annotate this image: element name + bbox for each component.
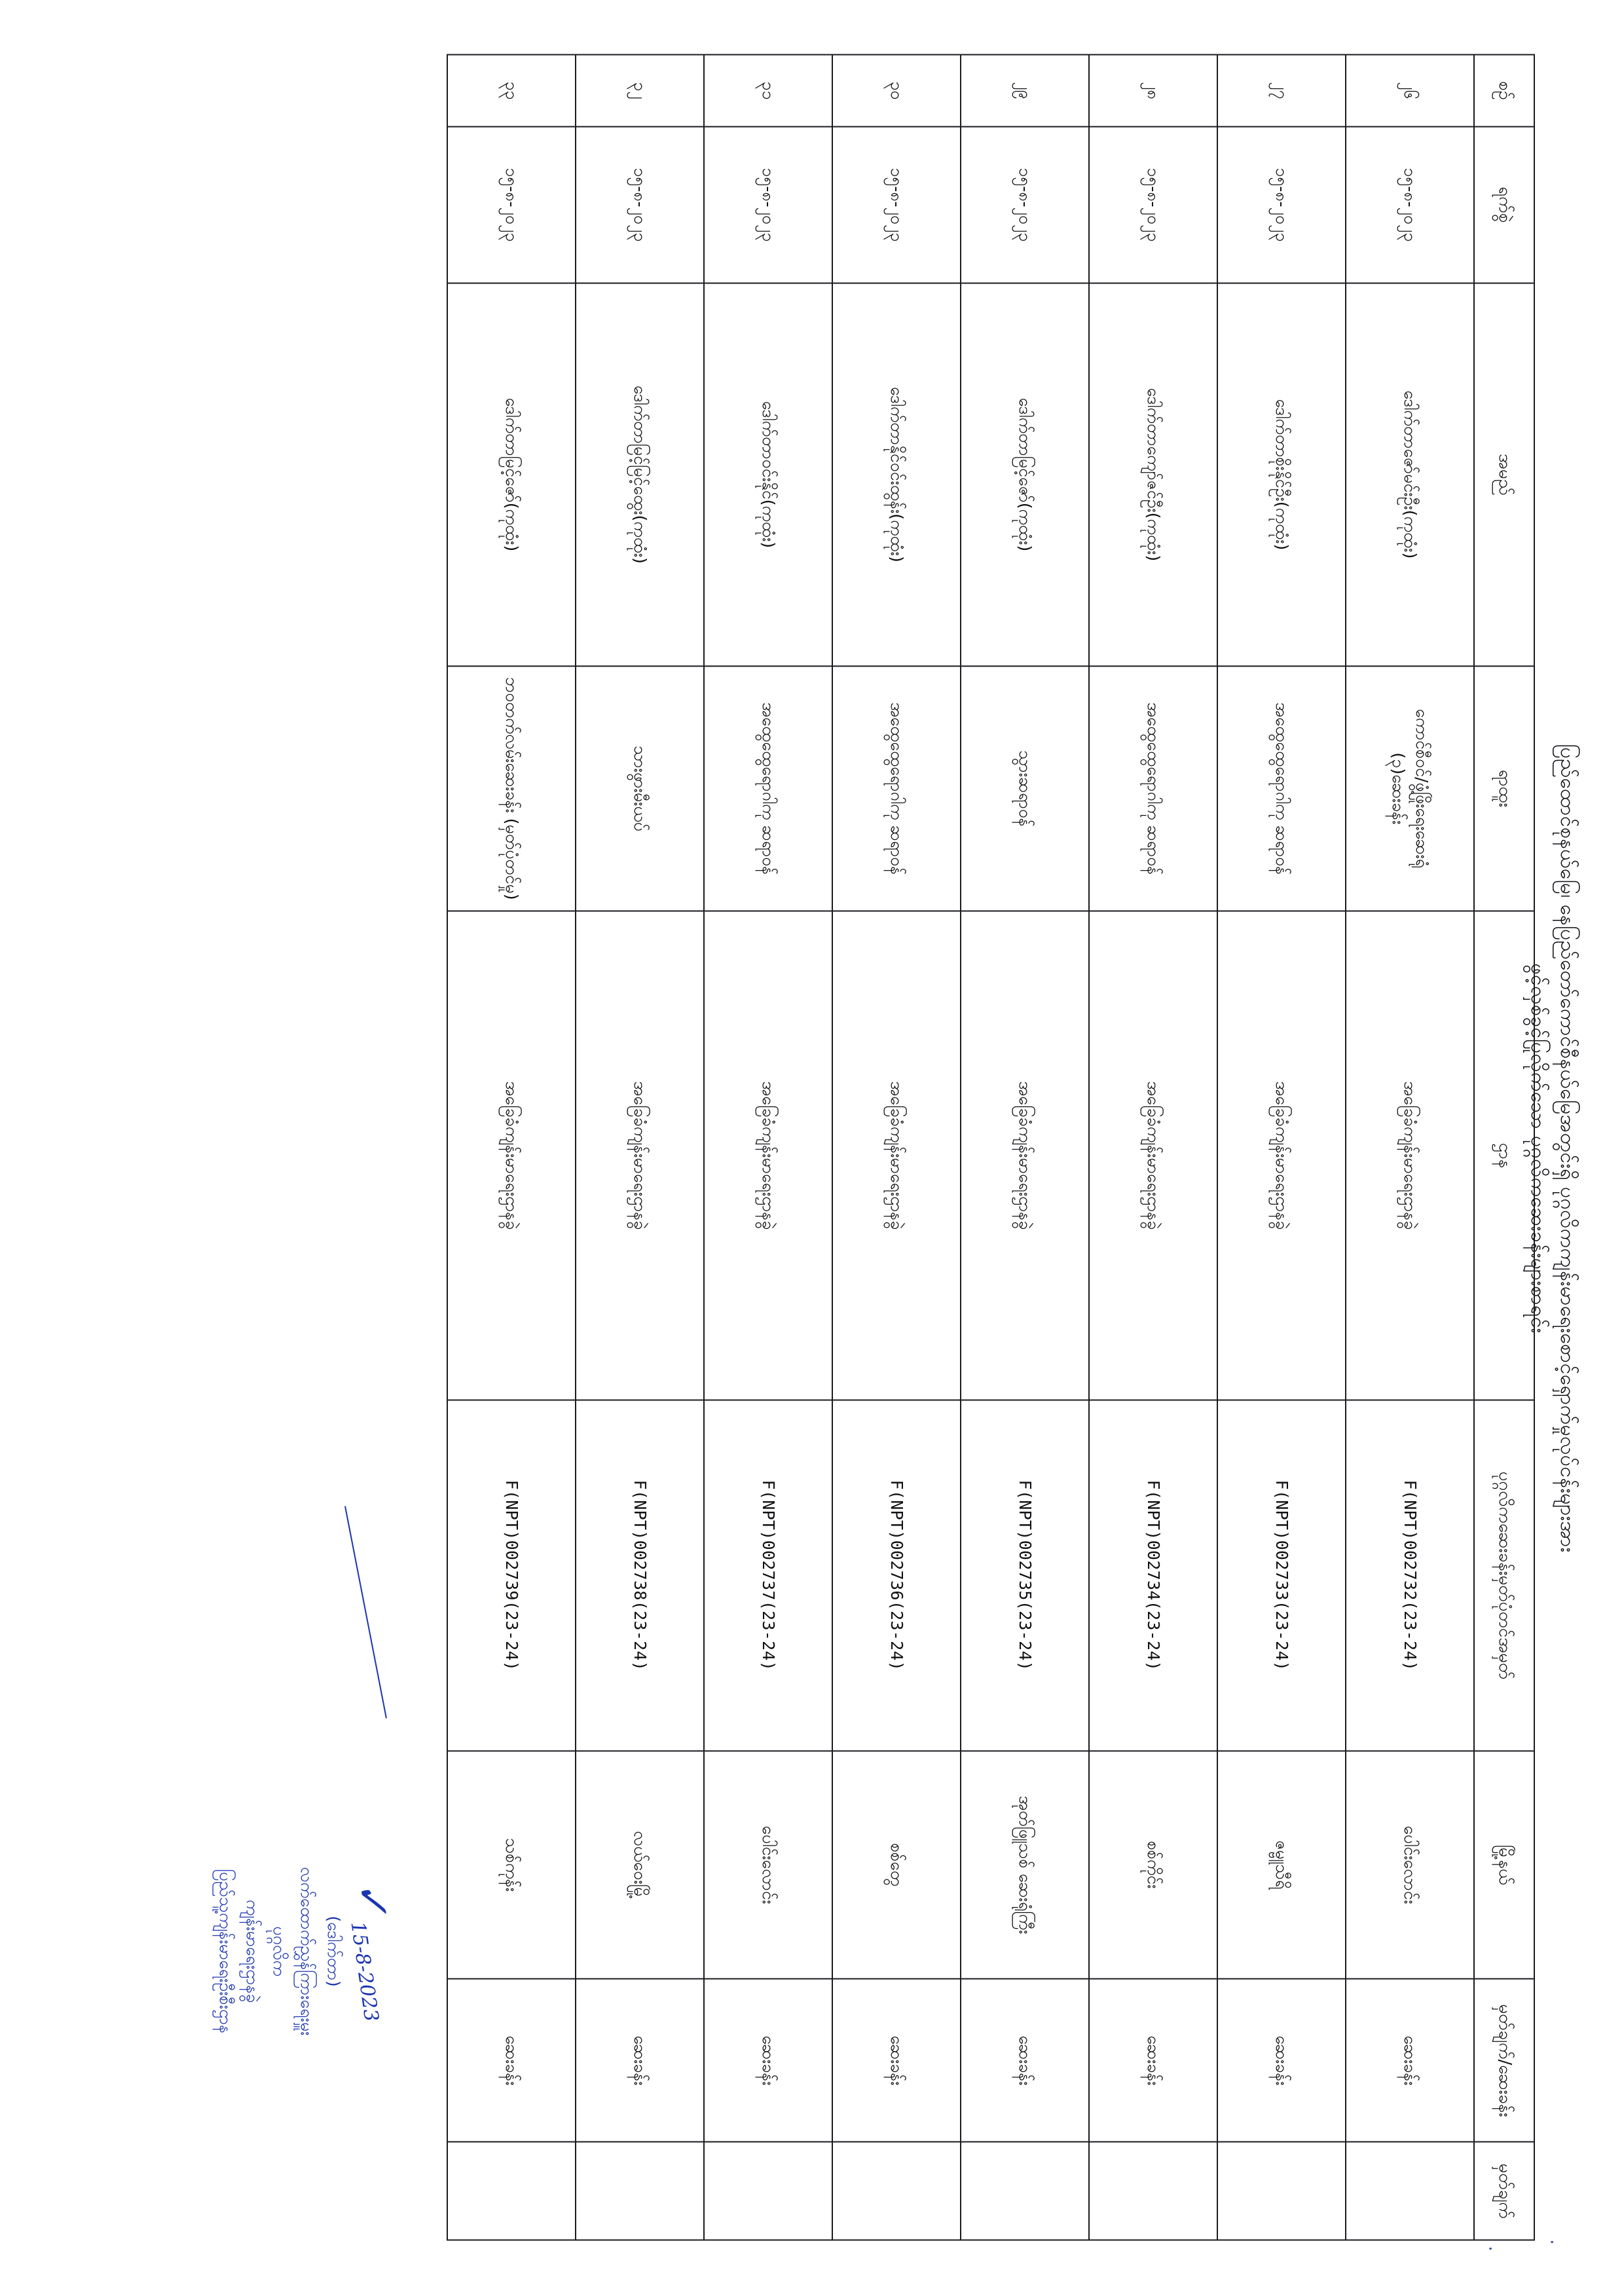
- cell-date: ၁၅-၈-၂၀၂၃: [832, 126, 961, 283]
- cell-registration-no: F(NPT)002739(23-24): [447, 1400, 576, 1751]
- cell-name: ဒေါက်တာကျော်ဇင်ဦး(ကုထုံး): [1089, 283, 1217, 666]
- cell-no: ၃၁: [704, 54, 832, 126]
- cell-date: ၁၅-၈-၂၀၂၃: [576, 126, 704, 283]
- cell-date: ၁၅-၈-၂၀၂၃: [961, 126, 1089, 283]
- cell-post: အထွေထွေရောဂါကု ဆရာဝန်: [704, 666, 832, 911]
- page-title-line-2: ဖွင့်လှစ်ခွင့်ပြုလိုက်သော ပုဂ္ဂလိကဆေးခန်းများစာရင်း: [1526, 963, 1549, 1333]
- cell-registration-no: F(NPT)002733(23-24): [1217, 1400, 1346, 1751]
- handwritten-signature: ✓: [346, 1878, 398, 1918]
- cell-remark-clinic: ဆေးခန်း: [447, 1978, 576, 2141]
- cell-remark: [447, 2141, 576, 2240]
- signature-division-line: ပုဂ္ဂလိက: [270, 1925, 289, 1977]
- cell-dept: အခြေခံကျန်းမာရေးဌာနခွဲ: [832, 911, 961, 1400]
- page-title-line-1: ပြည်ထောင်စုနယ်မြေ၊ နေပြည်တော်ကောင်စီနယ်မြေအတွင်းရှိ ပုဂ္ဂလိကကျန်းမာရေးစောင့်ရှောက်မှုလုပ်ငန်းများအား: [1556, 743, 1579, 1553]
- table-row: [704, 54, 832, 2240]
- table-row: [1217, 54, 1346, 2240]
- cell-name: ဒေါက်တာဝင်းနိုင်(ကုထုံး): [704, 283, 832, 666]
- cell-township: ပေါင်းလောင်း: [1346, 1751, 1474, 1979]
- clinic-registration-table: [447, 54, 1535, 2240]
- cell-remark: [961, 2141, 1089, 2240]
- cell-name: ဒေါက်တာမြင့်ဇော်(ကုထုံး): [447, 283, 576, 666]
- cell-remark: [1346, 2141, 1474, 2240]
- header-date: ရက်စွဲ: [1474, 126, 1534, 283]
- cell-remark-clinic: ဆေးခန်း: [832, 1978, 961, 2141]
- cell-name: ဒေါက်တာမြင့်ဇော်(ကုထုံး): [961, 283, 1089, 666]
- signature-title-line: လက်ထောက်ညွှန်ကြားရေးမှူး: [297, 1867, 316, 2035]
- cell-no: ၂၈: [1089, 54, 1217, 126]
- table-row: [832, 54, 961, 2240]
- ink-tick-mark-second: ·: [1480, 2246, 1500, 2251]
- cell-township: လယ်ဝေးမြို့: [576, 1751, 704, 1979]
- cell-township: အုတ်ဖြူသစ် ဆေးရုံကြီး: [961, 1751, 1089, 1979]
- cell-registration-no: F(NPT)002738(23-24): [576, 1400, 704, 1751]
- cell-no: ၂၆: [1346, 54, 1474, 126]
- cell-remark-clinic: ဆေးခန်း: [961, 1978, 1089, 2141]
- header-name: အမည်: [1474, 283, 1534, 666]
- table-row: [576, 54, 704, 2240]
- cell-date: ၁၅-၈-၂၀၂၃: [1346, 126, 1474, 283]
- cell-no: ၂၉: [961, 54, 1089, 126]
- cell-township: စစ်ကိုင်း: [1089, 1751, 1217, 1979]
- cell-remark-clinic: ဆေးခန်း: [1089, 1978, 1217, 2141]
- header-post: ရာထူး: [1474, 666, 1534, 911]
- cell-township: ပေါင်းလောင်း: [704, 1751, 832, 1979]
- cell-dept: အခြေခံကျန်းမာရေးဌာနခွဲ: [447, 911, 576, 1400]
- signature-date: 15-8-2023: [346, 1920, 383, 2023]
- cell-date: ၁၅-၈-၂၀၂၃: [704, 126, 832, 283]
- signature-subdivision-line: ကျန်းမာရေးဌာနခွဲ: [243, 1899, 263, 2003]
- cell-name: ဒေါက်တာဇော်မင်းဦး(ကုထုံး): [1346, 283, 1474, 666]
- cell-dept: အခြေခံကျန်းမာရေးဌာနခွဲ: [704, 911, 832, 1400]
- signature-department-line: ပြည်သူ့ကျန်းမာရေးဦးစီးဌာန: [216, 1868, 235, 2033]
- cell-dept: အခြေခံကျန်းမာရေးဌာနခွဲ: [1089, 911, 1217, 1400]
- cell-dept: အခြေခံကျန်းမာရေးဌာနခွဲ: [961, 911, 1089, 1400]
- cell-no: ၃၀: [832, 54, 961, 126]
- signature-block: [212, 1702, 398, 2200]
- signature-name-line: (ဒေါက်တာ): [324, 1915, 343, 1987]
- cell-dept: အခြေခံကျန်းမာရေးဌာနခွဲ: [1217, 911, 1346, 1400]
- cell-remark-clinic: ဆေးခန်း: [576, 1978, 704, 2141]
- cell-dept: အခြေခံကျန်းမာရေးဌာနခွဲ: [576, 911, 704, 1400]
- cell-name: ဒေါက်တာစိုးနိုင်ဦး(ကုထုံး): [1217, 283, 1346, 666]
- cell-date: ၁၅-၈-၂၀၂၃: [1217, 126, 1346, 283]
- cell-township: သစ်ကုန်း: [447, 1751, 576, 1979]
- cell-no: ၂၇: [1217, 54, 1346, 126]
- header-registration-no: ပုဂ္ဂလိကဆေးခန်းမှတ်ပုံတင်အမှတ်: [1474, 1400, 1534, 1751]
- cell-post: သွားဆရာဝန်: [961, 666, 1089, 911]
- table-row: [1089, 54, 1217, 2240]
- cell-post: အထွေထွေရောဂါကု ဆရာဝန်: [832, 666, 961, 911]
- table-body: [447, 54, 1474, 2240]
- cell-registration-no: F(NPT)002734(23-24): [1089, 1400, 1217, 1751]
- cell-post: အထွေထွေရောဂါကု ဆရာဝန်: [1217, 666, 1346, 911]
- header-remark-clinic: မှတ်ချက်/ဆေးခန်း: [1474, 1978, 1534, 2141]
- cell-registration-no: F(NPT)002736(23-24): [832, 1400, 961, 1751]
- cell-no: ၃၃: [447, 54, 576, 126]
- cell-post: ဘဝတက်လမ်းဆေးခန်း (မှတ်ပုံတင်မှု): [447, 666, 576, 911]
- cell-registration-no: F(NPT)002735(23-24): [961, 1400, 1089, 1751]
- cell-name: ဒေါက်တာမြင့်မြင့်ထွေး(ကုထုံး): [576, 283, 704, 666]
- table-header-row: [1474, 54, 1534, 2240]
- cell-township: ဇမ္ဗူသီရိ: [1217, 1751, 1346, 1979]
- header-no: စဉ်: [1474, 54, 1534, 126]
- cell-no: ၃၂: [576, 54, 704, 126]
- header-dept: ဌာန: [1474, 911, 1534, 1400]
- cell-remark: [832, 2141, 961, 2240]
- cell-dept: အခြေခံကျန်းမာရေးဌာနခွဲ: [1346, 911, 1474, 1400]
- cell-registration-no: F(NPT)002737(23-24): [704, 1400, 832, 1751]
- cell-name: ဒေါက်တာနိုင်ဝင်းထွန်း(ကုထုံး): [832, 283, 961, 666]
- header-remark: မှတ်ချက်: [1474, 2141, 1534, 2240]
- cell-remark: [704, 2141, 832, 2240]
- cell-township: စစ်တွေ: [832, 1751, 961, 1979]
- cell-remark-clinic: ဆေးခန်း: [704, 1978, 832, 2141]
- table-row: [447, 54, 576, 2240]
- header-township: မြို့နယ်: [1474, 1751, 1534, 1979]
- ink-tick-mark-top: ·: [1541, 2239, 1561, 2245]
- cell-post: ကောင်စီဝင်/ဖွံ့ဖြိုးရေးဆေးရုံ (၃)ဆေးခန်း: [1346, 666, 1474, 911]
- cell-date: ၁၅-၈-၂၀၂၃: [1089, 126, 1217, 283]
- cell-post: သားဖွားမီးယပ်: [576, 666, 704, 911]
- cell-date: ၁၅-၈-၂၀၂၃: [447, 126, 576, 283]
- table-row: [961, 54, 1089, 2240]
- signature-pointer-line: [344, 1506, 387, 1718]
- cell-post: အထွေထွေရောဂါကု ဆရာဝန်: [1089, 666, 1217, 911]
- cell-registration-no: F(NPT)002732(23-24): [1346, 1400, 1474, 1751]
- cell-remark-clinic: ဆေးခန်း: [1346, 1978, 1474, 2141]
- cell-remark-clinic: ဆေးခန်း: [1217, 1978, 1346, 2141]
- cell-remark: [1217, 2141, 1346, 2240]
- table-row: [1346, 54, 1474, 2240]
- cell-remark: [1089, 2141, 1217, 2240]
- cell-remark: [576, 2141, 704, 2240]
